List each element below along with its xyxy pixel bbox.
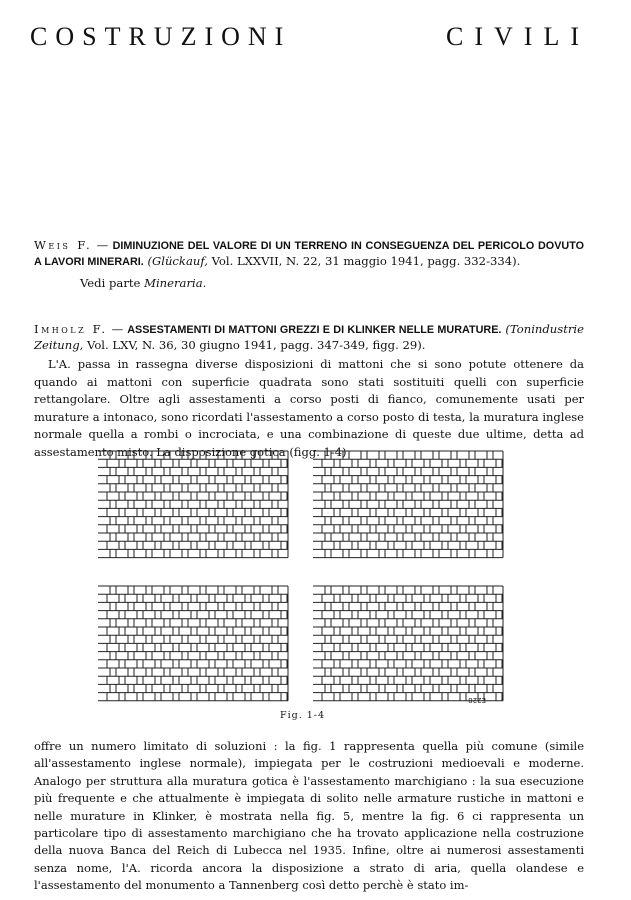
see-section: Mineraria. bbox=[144, 276, 207, 290]
entry-separator: — bbox=[96, 238, 109, 252]
brick-bond-figure bbox=[98, 446, 508, 711]
figure-code: E228 bbox=[468, 696, 486, 704]
see-prefix: Vedi parte bbox=[80, 276, 141, 290]
abstract-paragraph-1: L'A. passa in rassegna diverse disposizioni di mattoni che si sono potute ottenere da quando ai mattoni con superficie quadrata sono stati sostituiti quelli con superficie rettangolare. Oltre agli assestamenti a corso posti di fianco, comunemente usati per murature a intonaco, sono ricordati l'assestamento a corso posto di testa, la muratura inglese normale quella a rombi o incrociata, e una combinazione di queste due ultime, detta ad assestamento misto. La disposizione gotica (figg. 1-4) bbox=[34, 357, 584, 459]
entry-author: Imholz F. bbox=[34, 322, 108, 336]
entry-separator: — bbox=[111, 322, 124, 336]
entry-author: Weis F. bbox=[34, 238, 93, 252]
entry-weis bbox=[34, 238, 584, 291]
brick-panel-1 bbox=[98, 451, 288, 558]
entry-title: DIMINUZIONE DEL VALORE DI UN TERRENO IN CONSEGUENZA DEL PERICOLO DOVUTO A LAVORI MINERARI. bbox=[34, 240, 585, 268]
header-section-title-right: CIVILI bbox=[446, 22, 590, 51]
figure-caption: Fig. 1-4 bbox=[280, 710, 326, 721]
entry-imholz bbox=[34, 322, 584, 353]
abstract-paragraph-2: offre un numero limitato di soluzioni : la fig. 1 rappresenta quella più comune (simile all'assestamento inglese normale), impiegata per le costruzioni medioevali e moderne. Analogo per struttura alla muratura gotica è l'assestamento marchigiano : la sua esecuzione più frequente e che attualmente è impiegata di solito nelle armature rustiche in mattoni e nelle murature in Klinker, è mostrata nella fig. 5, mentre la fig. 6 ci rappresenta un particolare tipo di assestamento marchigiano che ha trovato applicazione nella costruzione della nuova Banca del Reich di Lubecca nel 1935. Infine, oltre ai numerosi assestamenti senza nome, l'A. ricorda ancora la disposizione a strato di aria, quella olandese e l'assestamento del monumento a Tannenberg così detto perchè è stato im- bbox=[34, 739, 584, 893]
entry-reference: Vol. LXXVII, N. 22, 31 maggio 1941, pagg. 332-334). bbox=[211, 254, 521, 268]
entry-title: ASSESTAMENTI DI MATTONI GREZZI E DI KLINKER NELLE MURATURE. bbox=[127, 324, 502, 336]
header-section-title-left: COSTRUZIONI bbox=[30, 22, 292, 51]
entry-see-also bbox=[34, 276, 584, 291]
running-header bbox=[30, 22, 590, 62]
entry-journal: (Tonindustrie Zeitung, bbox=[34, 322, 584, 352]
entry-journal: (Glückauf, bbox=[147, 254, 208, 268]
brick-panel-3 bbox=[98, 586, 288, 701]
entry-reference: Vol. LXV, N. 36, 30 giugno 1941, pagg. 347-349, figg. 29). bbox=[87, 338, 426, 352]
brick-panel-4 bbox=[313, 586, 503, 701]
brick-panel-2 bbox=[313, 451, 503, 558]
